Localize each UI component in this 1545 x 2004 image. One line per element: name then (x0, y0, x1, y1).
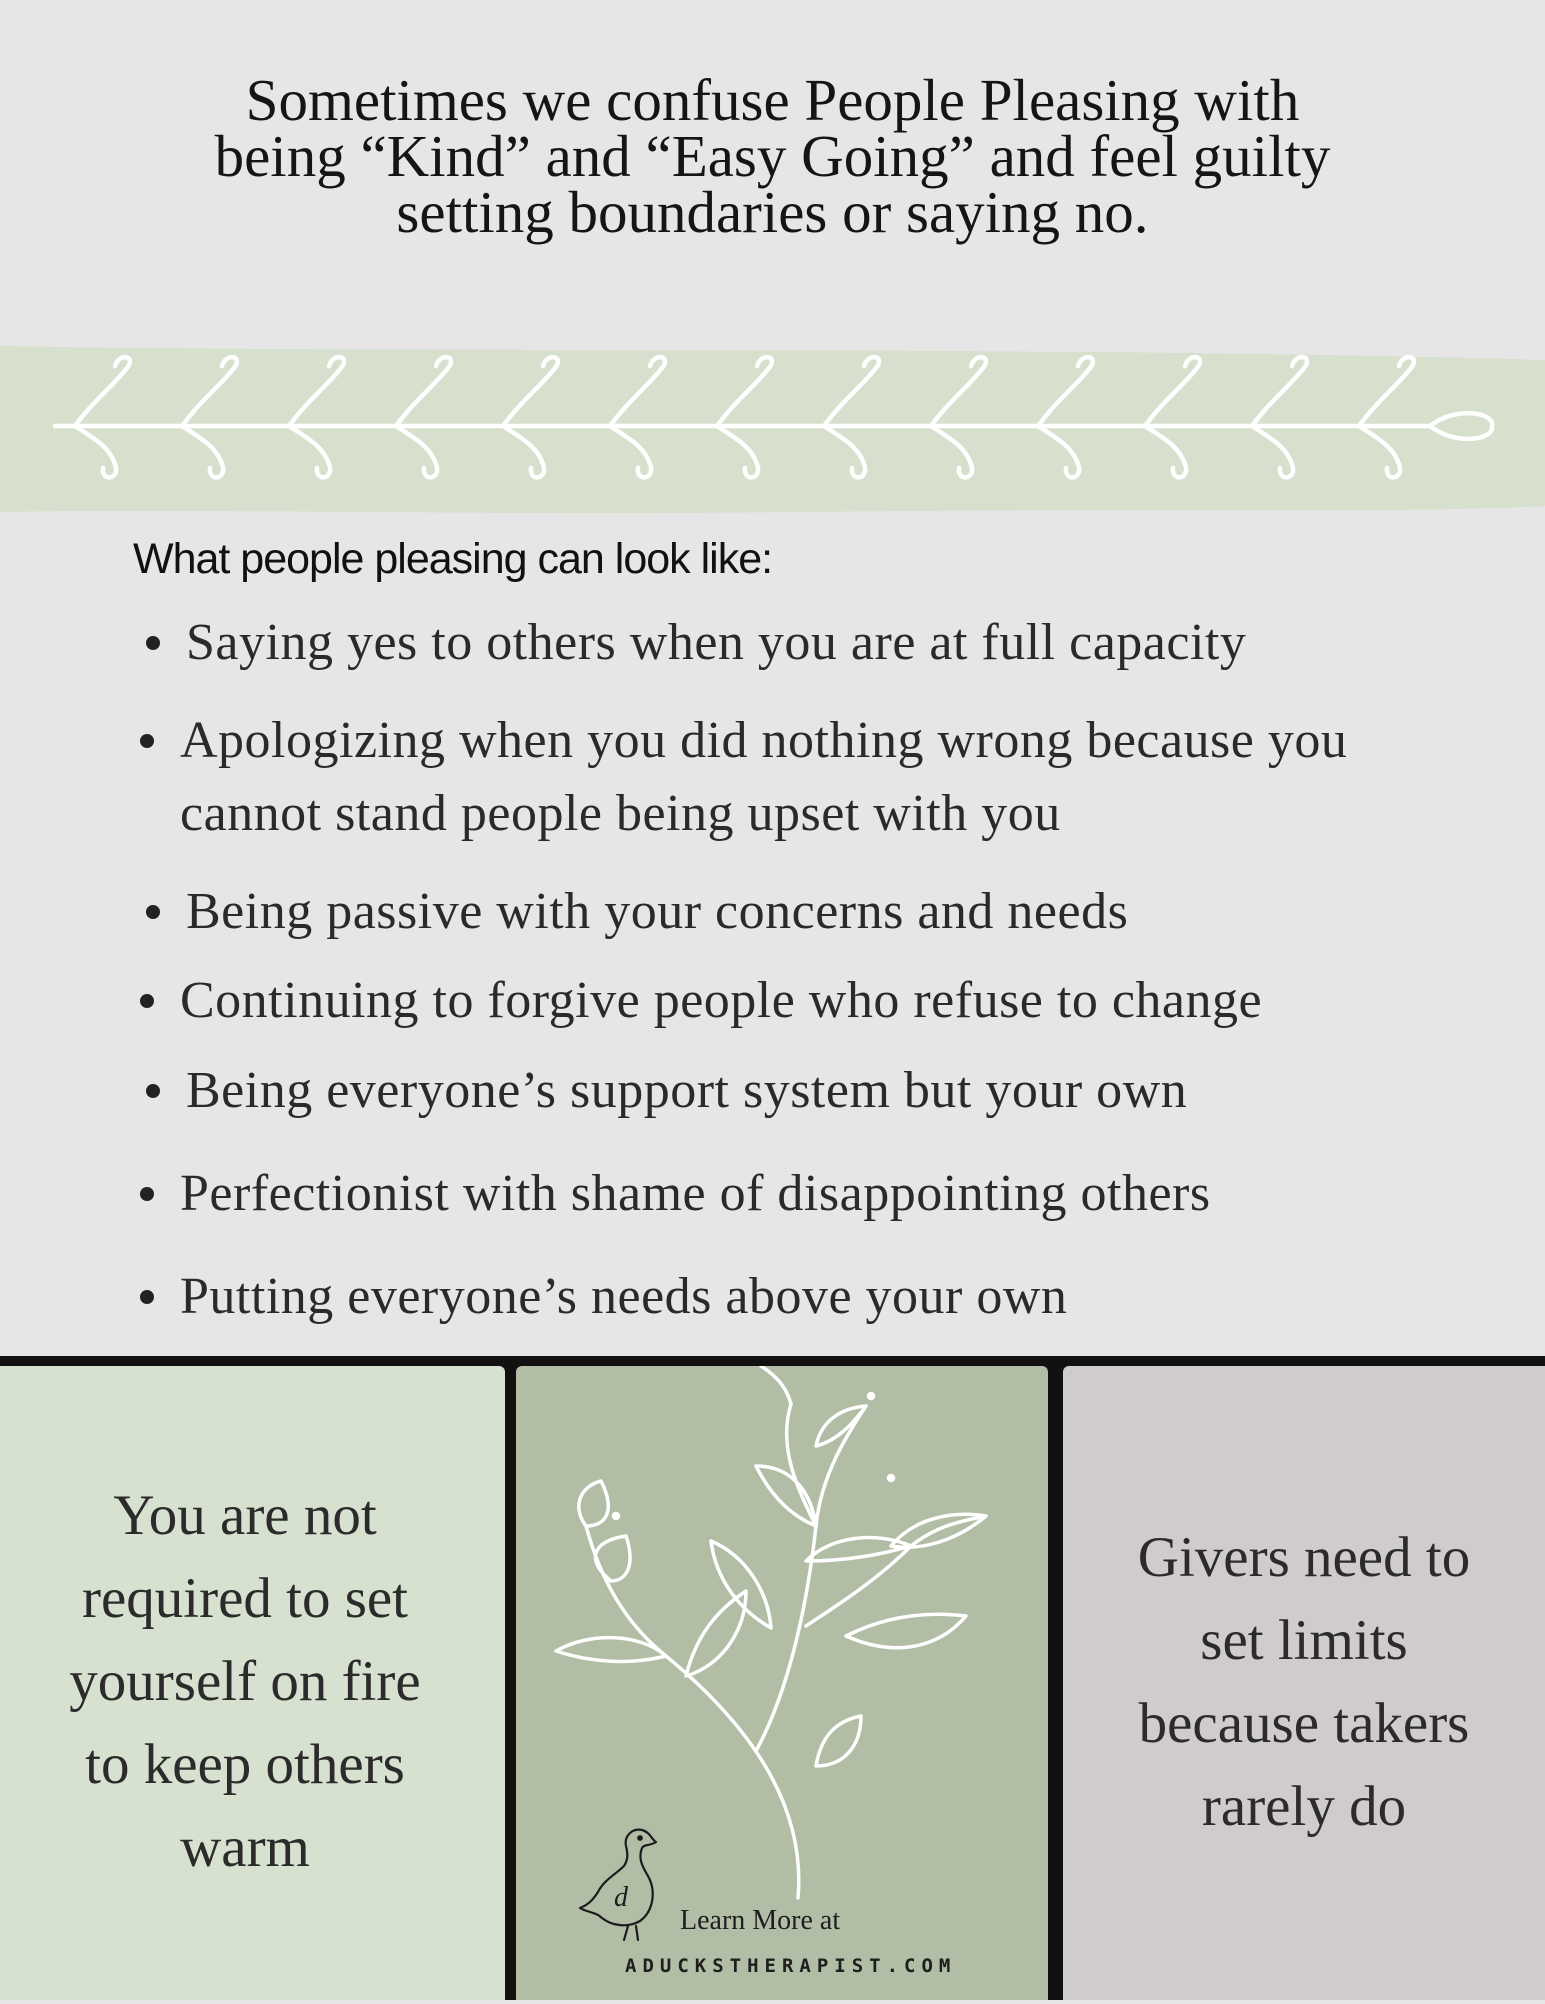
list-item (180, 704, 1480, 850)
quote-left (0, 1474, 490, 1889)
list-item (180, 1260, 1480, 1333)
list-item-text: Perfectionist with shame of disappointing others (180, 1165, 1211, 1222)
quote-right (1063, 1516, 1545, 1848)
bullet-dot (140, 1290, 154, 1304)
duck-logo-icon (580, 1830, 656, 1940)
headline-line-3: setting boundaries or saying no. (396, 179, 1149, 245)
list-item (180, 1157, 1480, 1230)
list-item-text: Continuing to forgive people who refuse to change (180, 972, 1263, 1029)
bottom-panels (0, 1356, 1545, 2000)
bullet-dot (140, 1187, 154, 1201)
quote-line: because takers (1138, 1692, 1470, 1755)
quote-line: You are not (113, 1484, 377, 1547)
list-heading: What people pleasing can look like: (133, 535, 773, 583)
bullet-dot (146, 905, 160, 919)
list-item-text: Putting everyone’s needs above your own (180, 1268, 1068, 1325)
quote-line: to keep others (85, 1733, 405, 1796)
headline-line-1: Sometimes we confuse People Pleasing with (245, 67, 1300, 133)
headline-line-2: being “Kind” and “Easy Going” and feel guilty (214, 123, 1331, 189)
list-item-text: Saying yes to others when you are at full capacity (186, 614, 1247, 671)
quote-panel-left (0, 1366, 505, 2000)
quote-line: rarely do (1201, 1775, 1407, 1838)
list-item-text: Apologizing when you did nothing wrong because you (180, 712, 1348, 769)
website-link[interactable]: ADUCKSTHERAPIST.COM (625, 1955, 957, 1977)
bullet-dot (146, 1084, 160, 1098)
learn-more-label: Learn More at (680, 1905, 841, 1936)
bullet-dot (140, 994, 154, 1008)
bullet-dot (140, 734, 154, 748)
list-item (186, 1054, 1486, 1127)
quote-line: Givers need to (1137, 1526, 1471, 1589)
list-item (180, 964, 1480, 1037)
list-item-text: Being everyone’s support system but your own (186, 1062, 1188, 1119)
list-item-text: Being passive with your concerns and needs (186, 883, 1129, 940)
bullet-dot (146, 636, 160, 650)
list-item-text-continued: cannot stand people being upset with you (180, 785, 1061, 842)
quote-panel-right (1063, 1366, 1545, 2000)
quote-line: yourself on fire (69, 1650, 421, 1713)
quote-line: warm (180, 1816, 310, 1879)
list-item (186, 875, 1486, 948)
quote-line: set limits (1200, 1609, 1408, 1672)
quote-line: required to set (81, 1567, 409, 1630)
logo-letter: d (614, 1882, 628, 1913)
list-item (186, 606, 1486, 679)
